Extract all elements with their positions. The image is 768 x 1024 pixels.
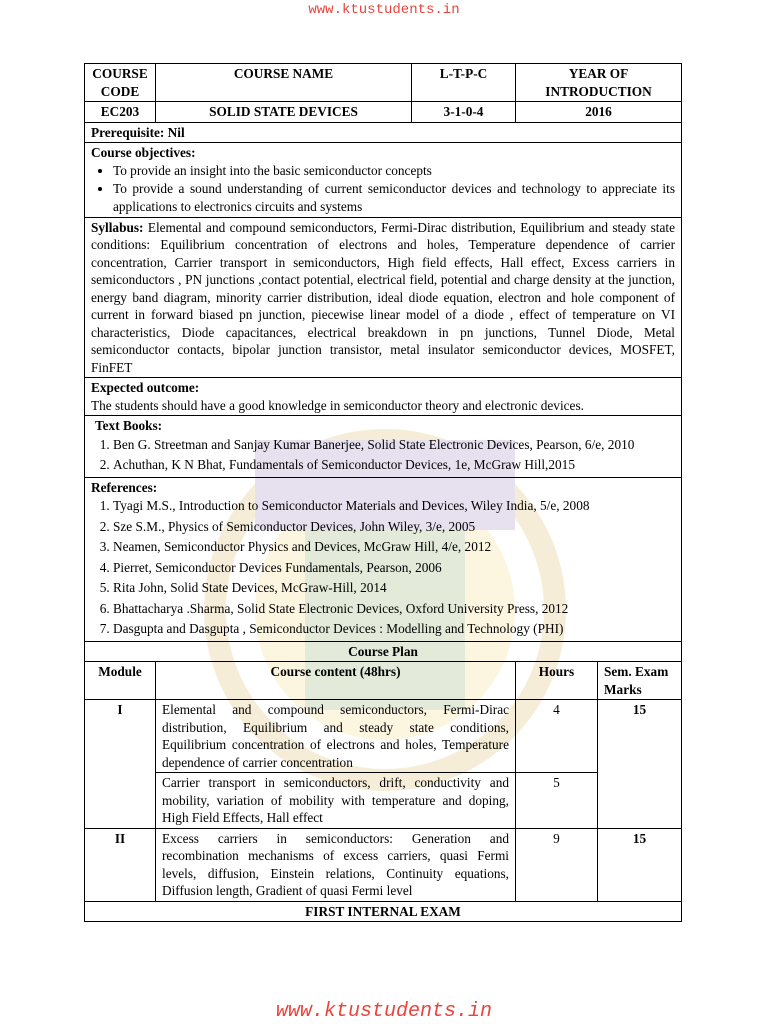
course-syllabus-sheet	[84, 63, 681, 922]
module-header: Module	[85, 662, 156, 700]
plan-row	[85, 773, 682, 829]
course-plan-title: Course Plan	[85, 641, 682, 662]
year-header: YEAR OF INTRODUCTION	[516, 64, 682, 102]
syllabus-text: Elemental and compound semiconductors, Fermi-Dirac distribution, Equilibrium and steady state conditions: Equilibrium concentration of electrons and holes, Temperature dependence of carrier concentration, Carrier transport in semiconductors, High field effects, Hall effect, Excess carriers in semiconductors , PN junctions ,contact potential, electrical field, potential and charge density at the junction, energy band diagram, minority carrier distribution, ideal diode equation, electron and hole component of current in forward biased pn junction, piecewise linear model of a diode , effect of temperature on VI characteristics, Diode capacitances, electrical breakdown in pn junctions, Tunnel Diode, Metal semiconductor contacts, bipolar junction transistor, metal insulator semiconductor devices, MOSFET, FinFET	[91, 219, 675, 375]
header-row	[85, 64, 682, 102]
reference-item: 6. Bhattacharya .Sharma, Solid State Electronic Devices, Oxford University Press, 2012	[113, 599, 675, 620]
course-table	[84, 63, 682, 922]
outcome-text: The students should have a good knowledge in semiconductor theory and electronic devices.	[91, 397, 584, 413]
textbooks-section	[85, 416, 682, 478]
objectives-section	[85, 143, 682, 218]
reference-item: 7. Dasgupta and Dasgupta , Semiconductor Devices : Modelling and Technology (PHI)	[113, 619, 675, 640]
textbooks-title: Text Books:	[95, 418, 163, 433]
references-section	[85, 477, 682, 641]
reference-item: 4. Pierret, Semiconductor Devices Fundamentals, Pearson, 2006	[113, 558, 675, 579]
course-name: SOLID STATE DEVICES	[156, 102, 412, 123]
course-ltpc: 3-1-0-4	[412, 102, 516, 123]
reference-item: 1. Tyagi M.S., Introduction to Semiconductor Materials and Devices, Wiley India, 5/e, 2008	[113, 496, 675, 517]
marks-header: Sem. Exam Marks	[598, 662, 682, 700]
module-marks: 15	[598, 700, 682, 829]
module-content: Elemental and compound semiconductors, Fermi-Dirac distribution, Equilibrium and steady state conditions, Equilibrium concentration of electrons and holes, Temperature dependence of carrier concentration	[156, 700, 516, 773]
course-code: EC203	[85, 102, 156, 123]
textbook-item: 1. Ben G. Streetman and Sanjay Kumar Banerjee, Solid State Electronic Devices, Pearson, 6/e, 2010	[113, 435, 675, 456]
module-marks: 15	[598, 828, 682, 901]
module-content: Excess carriers in semiconductors: Generation and recombination mechanisms of excess carriers, quasi Fermi levels, diffusion, Einstein relations, Continuity equations, Diffusion length, Gradient of quasi Fermi level	[156, 828, 516, 901]
textbook-item: 2. Achuthan, K N Bhat, Fundamentals of Semiconductor Devices, 1e, McGraw Hill,2015	[113, 455, 675, 476]
objectives-list	[91, 162, 675, 216]
plan-row	[85, 700, 682, 773]
references-list	[91, 496, 675, 640]
outcome-section	[85, 378, 682, 416]
syllabus-section	[85, 217, 682, 378]
site-url-top[interactable]: www.ktustudents.in	[308, 2, 460, 18]
course-year: 2016	[516, 102, 682, 123]
objective-item: • To provide a sound understanding of current semiconductor devices and technology to appreciate its applications to electronics circuits and systems	[113, 180, 675, 216]
content-header: Course content (48hrs)	[156, 662, 516, 700]
ltpc-header: L-T-P-C	[412, 64, 516, 102]
textbooks-list	[91, 435, 675, 476]
site-url-bottom[interactable]: www.ktustudents.in	[275, 1000, 493, 1023]
reference-item: 2. Sze S.M., Physics of Semiconductor Devices, John Wiley, 3/e, 2005	[113, 517, 675, 538]
module-hours: 9	[516, 828, 598, 901]
plan-row	[85, 828, 682, 901]
internal-exam-label: FIRST INTERNAL EXAM	[85, 901, 682, 922]
reference-item: 3. Neamen, Semiconductor Physics and Devices, McGraw Hill, 4/e, 2012	[113, 537, 675, 558]
references-title: References:	[91, 479, 158, 495]
hours-header: Hours	[516, 662, 598, 700]
course-code-header: COURSE CODE	[85, 64, 156, 102]
prerequisite: Prerequisite: Nil	[85, 122, 682, 143]
module-hours: 4	[516, 700, 598, 773]
objectives-title: Course objectives:	[91, 145, 196, 160]
module-number: I	[85, 700, 156, 829]
course-name-header: COURSE NAME	[156, 64, 412, 102]
plan-header-row	[85, 662, 682, 700]
reference-item: 5. Rita John, Solid State Devices, McGraw-Hill, 2014	[113, 578, 675, 599]
objective-item: • To provide an insight into the basic semiconductor concepts	[113, 162, 675, 180]
module-number: II	[85, 828, 156, 901]
module-hours: 5	[516, 773, 598, 829]
course-row	[85, 102, 682, 123]
module-content: Carrier transport in semiconductors, drift, conductivity and mobility, variation of mobility with temperature and doping, High Field Effects, Hall effect	[156, 773, 516, 829]
outcome-title: Expected outcome:	[91, 380, 200, 395]
syllabus-label: Syllabus:	[91, 219, 144, 235]
